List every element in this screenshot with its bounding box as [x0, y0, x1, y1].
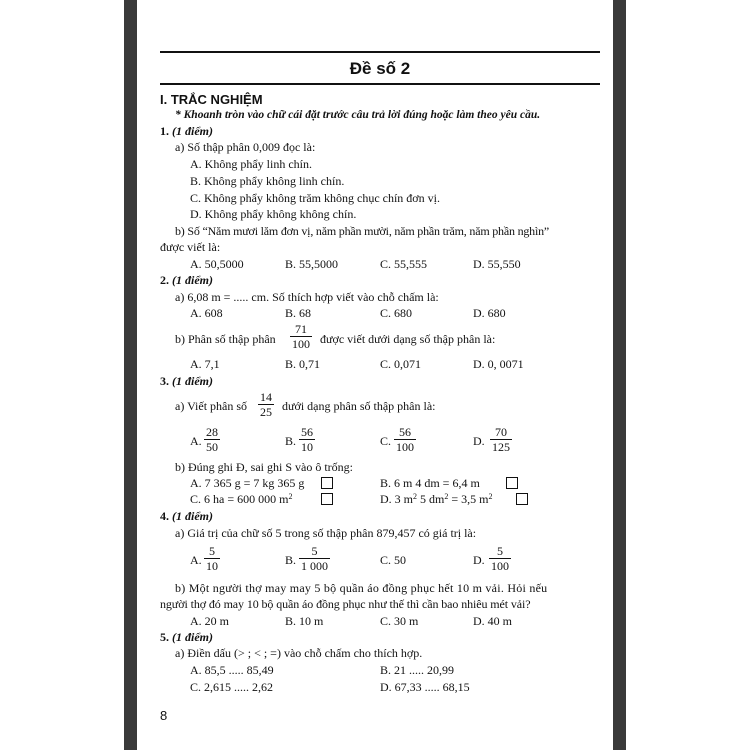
page-number: 8: [160, 708, 168, 723]
question-5-points: (1 điểm): [172, 630, 213, 644]
question-1-points: (1 điểm): [172, 124, 213, 138]
question-4-header: [160, 509, 213, 523]
q3a-option-b-den: 10: [301, 440, 313, 454]
q4a-option-d-fraction: [489, 544, 511, 573]
q3b-item-b: B. 6 m 4 dm = 6,4 m: [380, 476, 480, 490]
q1b-option-a: A. 50,5000: [190, 257, 244, 271]
q4a-option-d-den: 100: [491, 559, 509, 573]
q1a-text: a) Số thập phân 0,009 đọc là:: [175, 140, 316, 154]
question-2-header: [160, 273, 213, 287]
q2b-fraction-denominator: 100: [292, 337, 310, 351]
q3b-item-d-part1: D. 3 m: [380, 492, 413, 506]
q3a-option-c-num: 56: [399, 425, 411, 439]
q3b-answer-box-a[interactable]: [321, 477, 333, 489]
q2a-option-a: A. 608: [190, 306, 223, 320]
section-heading: I. TRẮC NGHIỆM: [160, 92, 263, 107]
q5a-item-d: D. 67,33 ..... 68,15: [380, 680, 470, 694]
q2b-option-c: C. 0,071: [380, 357, 422, 371]
q3b-item-d-sup2: 2: [444, 492, 449, 501]
question-3-header: [160, 374, 213, 388]
q3a-option-c-letter: C.: [380, 434, 392, 448]
q3a-option-b-num: 56: [301, 425, 313, 439]
q4a-option-d-letter: D.: [473, 553, 485, 567]
q2a-option-c: C. 680: [380, 306, 413, 320]
q3b-item-c: [190, 492, 292, 506]
q2a-option-d: D. 680: [473, 306, 506, 320]
q3b-item-d-sup3: 2: [488, 492, 493, 501]
question-5-header: [160, 630, 213, 644]
q4b-option-a: A. 20 m: [190, 614, 229, 628]
q4a-option-a-num: 5: [209, 544, 215, 558]
q3a-option-b-letter: B.: [285, 434, 297, 448]
question-2-points: (1 điểm): [172, 273, 213, 287]
question-4-points: (1 điểm): [172, 509, 213, 523]
q3b-item-c-sup: 2: [288, 492, 293, 501]
title-top-rule: [160, 51, 600, 53]
q1a-option-a: A. Không phẩy linh chín.: [190, 157, 312, 171]
question-1-header: [160, 124, 213, 138]
q4a-option-b-den: 1 000: [301, 559, 328, 573]
q4a-option-b-fraction: [299, 544, 330, 573]
q3b-answer-box-d[interactable]: [516, 493, 528, 505]
q4a-option-a-fraction: [204, 544, 220, 573]
q3b-answer-box-c[interactable]: [321, 493, 333, 505]
q3b-item-c-text: C. 6 ha = 600 000 m: [190, 492, 289, 506]
q3a-option-d-num: 70: [495, 425, 507, 439]
question-3-number: 3.: [160, 374, 169, 388]
q1a-option-c: C. Không phẩy không trăm không chục chín đơn vị.: [190, 191, 440, 205]
q4b-option-b: B. 10 m: [285, 614, 324, 628]
q3a-option-a-fraction: [204, 425, 220, 454]
q1b-option-b: B. 55,5000: [285, 257, 339, 271]
q3a-option-a-num: 28: [206, 425, 218, 439]
q4a-option-b-letter: B.: [285, 553, 297, 567]
title-bottom-rule: [160, 83, 600, 85]
question-1-number: 1.: [160, 124, 169, 138]
q4a-option-c: C. 50: [380, 553, 407, 567]
q3a-option-c-den: 100: [396, 440, 414, 454]
q3a-option-b-fraction: [299, 425, 315, 454]
q2b-fraction: [290, 322, 312, 351]
q3a-fraction-denominator: 25: [260, 405, 272, 419]
q2a-option-b: B. 68: [285, 306, 312, 320]
question-3-points: (1 điểm): [172, 374, 213, 388]
q2a-text: a) 6,08 m = ..... cm. Số thích hợp viết vào chỗ chấm là:: [175, 290, 439, 304]
q2b-text-after: được viết dưới dạng số thập phân là:: [320, 332, 496, 346]
q3b-item-d: [380, 492, 492, 506]
q5a-item-b: B. 21 ..... 20,99: [380, 663, 455, 677]
q1a-option-d: D. Không phẩy không không chín.: [190, 207, 357, 221]
q3b-item-d-part2: 5 dm: [417, 492, 445, 506]
q2b-option-b: B. 0,71: [285, 357, 321, 371]
q4b-text-line2: người thợ đó may 10 bộ quần áo đồng phục như thế thì cần bao nhiêu mét vải?: [160, 597, 531, 611]
q5a-item-c: C. 2,615 ..... 2,62: [190, 680, 274, 694]
q3b-item-d-sup1: 2: [413, 492, 417, 501]
q3a-text-before: a) Viết phân số: [175, 399, 248, 413]
q1b-text-line2: được viết là:: [160, 240, 221, 254]
q4b-text-line1: b) Một người thợ may may 5 bộ quần áo đồng phục hết 10 m vải. Hỏi nếu: [175, 581, 548, 595]
question-5-number: 5.: [160, 630, 169, 644]
q3a-fraction-numerator: 14: [260, 390, 272, 404]
q2b-option-d: D. 0, 0071: [473, 357, 524, 371]
question-4-number: 4.: [160, 509, 169, 523]
q3a-fraction: [258, 390, 274, 419]
q4a-option-a-den: 10: [206, 559, 218, 573]
q5a-text: a) Điền dấu (> ; < ; =) vào chỗ chấm cho thích hợp.: [175, 646, 423, 660]
q3b-item-d-part3: = 3,5 m: [448, 492, 489, 506]
q3a-option-d-den: 125: [492, 440, 510, 454]
page-title: Đề số 2: [349, 59, 411, 78]
q4b-option-c: C. 30 m: [380, 614, 419, 628]
q4a-option-b-num: 5: [311, 544, 318, 558]
q3a-option-a-letter: A.: [190, 434, 202, 448]
q3b-text: b) Đúng ghi Đ, sai ghi S vào ô trống:: [175, 460, 353, 474]
q1a-option-b: B. Không phẩy không linh chín.: [190, 174, 345, 188]
q3a-option-c-fraction: [394, 425, 416, 454]
q2b-fraction-numerator: 71: [295, 322, 307, 336]
q1b-option-d: D. 55,550: [473, 257, 521, 271]
q3a-option-d-fraction: [490, 425, 512, 454]
q3a-option-a-den: 50: [206, 440, 218, 454]
q2b-text-before: b) Phân số thập phân: [175, 332, 276, 346]
q1b-text-line1: b) Số “Năm mươi lăm đơn vị, năm phần mười, năm phần trăm, năm phần nghìn”: [175, 224, 550, 238]
q1b-option-c: C. 55,555: [380, 257, 428, 271]
q2b-option-a: A. 7,1: [190, 357, 220, 371]
q4b-option-d: D. 40 m: [473, 614, 512, 628]
q3b-answer-box-b[interactable]: [506, 477, 518, 489]
q3a-text-after: dưới dạng phân số thập phân là:: [282, 399, 436, 413]
q4a-text: a) Giá trị của chữ số 5 trong số thập phân 879,457 có giá trị là:: [175, 526, 477, 540]
q3a-option-d-letter: D.: [473, 434, 485, 448]
question-2-number: 2.: [160, 273, 169, 287]
q5a-item-a: A. 85,5 ..... 85,49: [190, 663, 274, 677]
section-instruction: * Khoanh tròn vào chữ cái đặt trước câu trả lời đúng hoặc làm theo yêu cầu.: [175, 109, 541, 121]
q4a-option-a-letter: A.: [190, 553, 202, 567]
q4a-option-d-num: 5: [497, 544, 503, 558]
q3b-item-a: A. 7 365 g = 7 kg 365 g: [190, 476, 305, 490]
